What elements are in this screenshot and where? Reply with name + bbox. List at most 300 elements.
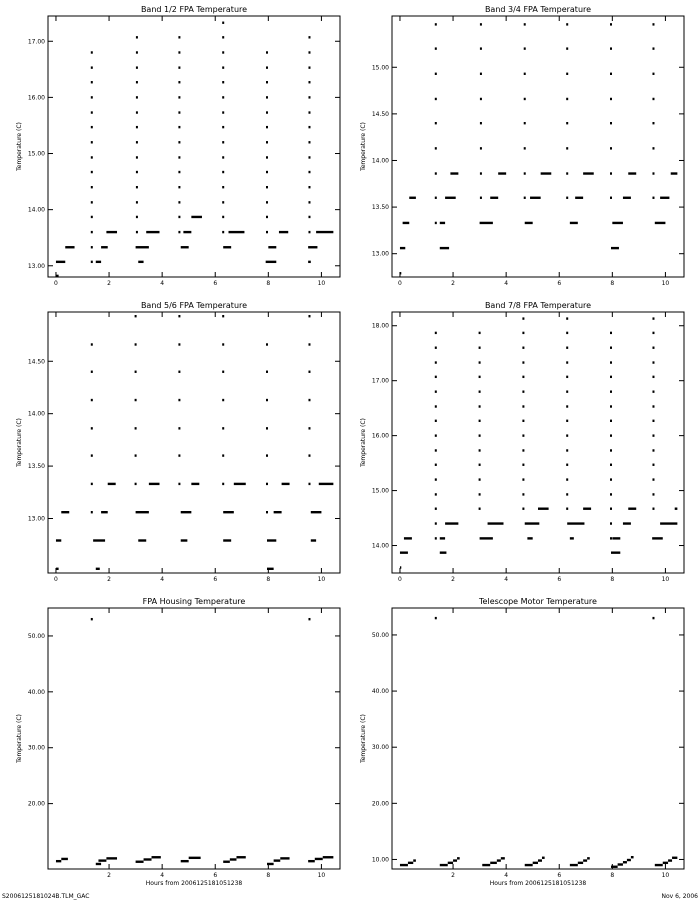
data-point bbox=[266, 399, 268, 401]
data-point bbox=[566, 332, 568, 334]
data-point bbox=[308, 81, 310, 83]
data-point bbox=[91, 511, 93, 513]
y-tick-label: 14.00 bbox=[27, 410, 45, 418]
data-point bbox=[566, 493, 568, 495]
data-point bbox=[266, 141, 268, 143]
y-tick-label: 15.00 bbox=[371, 487, 389, 495]
data-point bbox=[222, 483, 224, 485]
y-tick-label: 13.50 bbox=[27, 463, 45, 471]
x-tick-label: 8 bbox=[610, 576, 615, 583]
data-point bbox=[480, 122, 482, 124]
x-tick-label: 8 bbox=[266, 872, 271, 879]
data-point bbox=[266, 111, 268, 113]
data-point bbox=[652, 147, 654, 149]
data-point bbox=[610, 73, 612, 75]
data-point bbox=[610, 332, 612, 334]
data-point bbox=[610, 361, 612, 363]
data-point bbox=[479, 434, 481, 436]
data-point bbox=[266, 201, 268, 203]
x-tick-label: 10 bbox=[661, 576, 670, 583]
data-point bbox=[566, 73, 568, 75]
data-point bbox=[136, 141, 138, 143]
data-point bbox=[652, 172, 654, 174]
x-tick-label: 10 bbox=[317, 576, 326, 583]
data-point bbox=[178, 343, 180, 345]
plot-frame bbox=[48, 312, 340, 573]
x-tick-label: 0 bbox=[54, 280, 58, 287]
chart-title: Telescope Motor Temperature bbox=[479, 597, 597, 606]
x-tick-label: 4 bbox=[504, 872, 509, 879]
data-point bbox=[91, 51, 93, 53]
data-point bbox=[566, 390, 568, 392]
data-point bbox=[136, 231, 138, 233]
data-point bbox=[178, 399, 180, 401]
y-tick-label: 13.00 bbox=[27, 515, 45, 523]
data-point bbox=[222, 141, 224, 143]
y-axis-label: Temperature (C) bbox=[16, 714, 23, 763]
data-point bbox=[480, 172, 482, 174]
x-tick-label: 10 bbox=[317, 872, 326, 879]
chart-panel-5 bbox=[16, 597, 340, 887]
data-point bbox=[222, 427, 224, 429]
data-point bbox=[178, 141, 180, 143]
y-tick-label: 14.00 bbox=[371, 157, 389, 165]
data-point bbox=[135, 371, 137, 373]
data-point bbox=[479, 508, 481, 510]
x-tick-label: 6 bbox=[213, 576, 218, 583]
data-point bbox=[222, 171, 224, 173]
data-point bbox=[222, 96, 224, 98]
data-point bbox=[480, 98, 482, 100]
data-point bbox=[479, 478, 481, 480]
data-point bbox=[308, 618, 310, 620]
data-point bbox=[178, 96, 180, 98]
data-point bbox=[435, 197, 437, 199]
data-point bbox=[566, 147, 568, 149]
y-tick-label: 40.00 bbox=[371, 688, 389, 696]
data-point bbox=[222, 66, 224, 68]
data-point bbox=[652, 98, 654, 100]
data-point bbox=[91, 427, 93, 429]
data-point bbox=[136, 126, 138, 128]
data-point bbox=[178, 231, 180, 233]
data-point bbox=[178, 156, 180, 158]
y-tick-label: 14.00 bbox=[371, 542, 389, 550]
x-tick-label: 4 bbox=[160, 872, 165, 879]
x-axis-label: Hours from 2006125181051238 bbox=[145, 880, 243, 887]
data-point bbox=[566, 361, 568, 363]
data-point bbox=[435, 376, 437, 378]
x-tick-label: 6 bbox=[213, 280, 218, 287]
data-point bbox=[435, 23, 437, 25]
data-point bbox=[652, 317, 654, 319]
data-point bbox=[222, 36, 224, 38]
data-point bbox=[479, 464, 481, 466]
data-point bbox=[435, 508, 437, 510]
y-tick-label: 15.00 bbox=[27, 150, 45, 158]
data-point bbox=[308, 36, 310, 38]
data-point bbox=[522, 332, 524, 334]
data-point bbox=[479, 347, 481, 349]
x-tick-label: 4 bbox=[504, 576, 509, 583]
data-point bbox=[135, 454, 137, 456]
data-point bbox=[136, 171, 138, 173]
data-point bbox=[136, 81, 138, 83]
data-point bbox=[566, 508, 568, 510]
data-point bbox=[435, 361, 437, 363]
data-point bbox=[222, 315, 224, 317]
data-point bbox=[91, 201, 93, 203]
data-point bbox=[135, 315, 137, 317]
footer-date: Nov 6, 2006 bbox=[661, 893, 698, 900]
x-tick-label: 8 bbox=[610, 280, 615, 287]
data-point bbox=[308, 111, 310, 113]
data-point bbox=[435, 617, 437, 619]
data-point bbox=[136, 186, 138, 188]
x-tick-label: 0 bbox=[398, 280, 402, 287]
data-point bbox=[566, 464, 568, 466]
data-point bbox=[435, 347, 437, 349]
data-point bbox=[91, 216, 93, 218]
data-point bbox=[308, 231, 310, 233]
data-point bbox=[524, 23, 526, 25]
data-point bbox=[91, 96, 93, 98]
data-point bbox=[91, 454, 93, 456]
x-tick-label: 6 bbox=[557, 576, 562, 583]
data-point bbox=[566, 47, 568, 49]
data-point bbox=[652, 449, 654, 451]
data-point bbox=[222, 399, 224, 401]
data-point bbox=[308, 126, 310, 128]
y-tick-label: 14.00 bbox=[27, 206, 45, 214]
chart-panel-6 bbox=[360, 597, 684, 887]
data-point bbox=[435, 390, 437, 392]
y-tick-label: 15.00 bbox=[371, 64, 389, 72]
data-point bbox=[652, 390, 654, 392]
data-point bbox=[91, 111, 93, 113]
x-tick-label: 2 bbox=[107, 872, 111, 879]
data-point bbox=[178, 36, 180, 38]
y-tick-label: 16.00 bbox=[27, 94, 45, 102]
data-point bbox=[222, 371, 224, 373]
plot-frame bbox=[392, 16, 684, 277]
y-axis-label: Temperature (C) bbox=[360, 418, 367, 467]
data-point bbox=[136, 36, 138, 38]
data-point bbox=[566, 420, 568, 422]
data-point bbox=[308, 454, 310, 456]
data-point bbox=[222, 343, 224, 345]
chart-title: Band 5/6 FPA Temperature bbox=[140, 301, 248, 310]
data-point bbox=[652, 508, 654, 510]
data-point bbox=[266, 66, 268, 68]
data-point bbox=[522, 376, 524, 378]
y-tick-label: 40.00 bbox=[27, 688, 45, 696]
data-point bbox=[610, 347, 612, 349]
data-point bbox=[652, 478, 654, 480]
data-point bbox=[135, 427, 137, 429]
plot-frame bbox=[48, 16, 340, 277]
y-tick-label: 13.50 bbox=[371, 204, 389, 212]
data-point bbox=[610, 464, 612, 466]
x-tick-label: 4 bbox=[160, 280, 165, 287]
data-point bbox=[480, 23, 482, 25]
data-point bbox=[178, 66, 180, 68]
x-tick-label: 10 bbox=[661, 872, 670, 879]
data-point bbox=[435, 98, 437, 100]
data-point bbox=[610, 405, 612, 407]
data-point bbox=[178, 201, 180, 203]
data-point bbox=[524, 73, 526, 75]
data-point bbox=[610, 478, 612, 480]
data-point bbox=[266, 231, 268, 233]
data-point bbox=[610, 449, 612, 451]
data-point bbox=[652, 347, 654, 349]
data-point bbox=[610, 122, 612, 124]
data-point bbox=[566, 405, 568, 407]
plot-frame bbox=[392, 312, 684, 573]
data-point bbox=[522, 361, 524, 363]
chart-title: Band 7/8 FPA Temperature bbox=[484, 301, 592, 310]
y-tick-label: 30.00 bbox=[371, 744, 389, 752]
y-tick-label: 10.00 bbox=[371, 856, 389, 864]
x-tick-label: 6 bbox=[213, 872, 218, 879]
data-point bbox=[266, 81, 268, 83]
data-point bbox=[135, 343, 137, 345]
data-point bbox=[136, 216, 138, 218]
data-point bbox=[266, 126, 268, 128]
data-point bbox=[308, 399, 310, 401]
data-point bbox=[308, 201, 310, 203]
data-point bbox=[136, 66, 138, 68]
y-tick-label: 17.00 bbox=[27, 38, 45, 46]
data-point bbox=[178, 171, 180, 173]
x-tick-label: 2 bbox=[451, 280, 455, 287]
data-point bbox=[652, 405, 654, 407]
data-point bbox=[610, 493, 612, 495]
data-point bbox=[566, 376, 568, 378]
data-point bbox=[610, 537, 612, 539]
data-point bbox=[610, 420, 612, 422]
data-point bbox=[91, 246, 93, 248]
data-point bbox=[524, 172, 526, 174]
y-tick-label: 50.00 bbox=[371, 631, 389, 639]
y-tick-label: 13.00 bbox=[27, 262, 45, 270]
chart-panel-2 bbox=[360, 5, 684, 287]
data-point bbox=[652, 197, 654, 199]
data-point bbox=[178, 126, 180, 128]
data-point bbox=[435, 522, 437, 524]
y-axis-label: Temperature (C) bbox=[360, 714, 367, 763]
data-point bbox=[91, 231, 93, 233]
data-point bbox=[136, 201, 138, 203]
data-point bbox=[308, 186, 310, 188]
data-point bbox=[91, 399, 93, 401]
data-point bbox=[178, 216, 180, 218]
data-point bbox=[652, 47, 654, 49]
data-point bbox=[435, 449, 437, 451]
data-point bbox=[566, 478, 568, 480]
data-point bbox=[178, 483, 180, 485]
data-point bbox=[522, 317, 524, 319]
x-tick-label: 2 bbox=[451, 576, 455, 583]
data-point bbox=[435, 332, 437, 334]
x-tick-label: 8 bbox=[266, 576, 271, 583]
data-point bbox=[610, 172, 612, 174]
chart-panel-3 bbox=[16, 301, 340, 583]
data-point bbox=[136, 96, 138, 98]
data-point bbox=[136, 156, 138, 158]
chart-panel-4 bbox=[360, 301, 684, 583]
data-point bbox=[266, 96, 268, 98]
data-point bbox=[610, 390, 612, 392]
x-axis-label: Hours from 2006125181051238 bbox=[489, 880, 587, 887]
data-point bbox=[91, 141, 93, 143]
data-point bbox=[522, 405, 524, 407]
data-point bbox=[178, 111, 180, 113]
data-point bbox=[652, 376, 654, 378]
x-tick-label: 8 bbox=[266, 280, 271, 287]
data-point bbox=[308, 141, 310, 143]
data-point bbox=[178, 315, 180, 317]
data-point bbox=[566, 172, 568, 174]
data-point bbox=[435, 478, 437, 480]
data-point bbox=[435, 405, 437, 407]
data-point bbox=[652, 420, 654, 422]
data-point bbox=[266, 483, 268, 485]
x-tick-label: 10 bbox=[661, 280, 670, 287]
data-point bbox=[266, 427, 268, 429]
data-point bbox=[266, 511, 268, 513]
chart-title: Band 1/2 FPA Temperature bbox=[140, 5, 248, 14]
data-point bbox=[566, 317, 568, 319]
y-tick-label: 30.00 bbox=[27, 744, 45, 752]
data-point bbox=[435, 420, 437, 422]
data-point bbox=[91, 171, 93, 173]
y-tick-label: 14.50 bbox=[27, 358, 45, 366]
data-point bbox=[308, 371, 310, 373]
y-tick-label: 16.00 bbox=[371, 432, 389, 440]
data-point bbox=[435, 122, 437, 124]
data-point bbox=[522, 464, 524, 466]
data-point bbox=[308, 343, 310, 345]
data-point bbox=[479, 420, 481, 422]
data-point bbox=[222, 111, 224, 113]
data-point bbox=[524, 122, 526, 124]
data-point bbox=[610, 508, 612, 510]
x-tick-label: 6 bbox=[557, 280, 562, 287]
data-point bbox=[610, 522, 612, 524]
x-tick-label: 6 bbox=[557, 872, 562, 879]
data-point bbox=[435, 172, 437, 174]
data-point bbox=[652, 493, 654, 495]
data-point bbox=[91, 156, 93, 158]
data-point bbox=[435, 222, 437, 224]
y-axis-label: Temperature (C) bbox=[360, 122, 367, 171]
data-point bbox=[652, 332, 654, 334]
data-point bbox=[266, 343, 268, 345]
y-axis-label: Temperature (C) bbox=[16, 418, 23, 467]
data-point bbox=[479, 493, 481, 495]
data-point bbox=[479, 390, 481, 392]
data-point bbox=[178, 186, 180, 188]
data-point bbox=[610, 434, 612, 436]
y-tick-label: 13.00 bbox=[371, 250, 389, 258]
data-point bbox=[566, 197, 568, 199]
data-point bbox=[91, 483, 93, 485]
data-point bbox=[266, 186, 268, 188]
data-point bbox=[266, 371, 268, 373]
data-point bbox=[479, 376, 481, 378]
data-point bbox=[91, 343, 93, 345]
data-point bbox=[308, 96, 310, 98]
data-point bbox=[136, 51, 138, 53]
chart-title: FPA Housing Temperature bbox=[142, 597, 246, 606]
data-point bbox=[135, 483, 137, 485]
data-point bbox=[136, 111, 138, 113]
data-point bbox=[566, 347, 568, 349]
data-point bbox=[435, 537, 437, 539]
data-point bbox=[222, 201, 224, 203]
data-point bbox=[522, 449, 524, 451]
data-point bbox=[91, 618, 93, 620]
data-point bbox=[652, 23, 654, 25]
data-point bbox=[522, 434, 524, 436]
data-point bbox=[91, 66, 93, 68]
data-point bbox=[266, 51, 268, 53]
data-point bbox=[308, 156, 310, 158]
data-point bbox=[266, 171, 268, 173]
x-tick-label: 0 bbox=[398, 576, 402, 583]
y-tick-label: 20.00 bbox=[27, 800, 45, 808]
data-point bbox=[178, 454, 180, 456]
y-axis-label: Temperature (C) bbox=[16, 122, 23, 171]
data-point bbox=[610, 376, 612, 378]
data-point bbox=[308, 171, 310, 173]
data-point bbox=[524, 98, 526, 100]
data-point bbox=[480, 73, 482, 75]
data-point bbox=[178, 51, 180, 53]
data-point bbox=[222, 126, 224, 128]
x-tick-label: 2 bbox=[107, 576, 111, 583]
data-point bbox=[435, 73, 437, 75]
data-point bbox=[178, 81, 180, 83]
x-tick-label: 10 bbox=[317, 280, 326, 287]
data-point bbox=[480, 147, 482, 149]
data-point bbox=[308, 427, 310, 429]
data-point bbox=[178, 427, 180, 429]
data-point bbox=[524, 147, 526, 149]
data-point bbox=[652, 361, 654, 363]
data-point bbox=[652, 122, 654, 124]
y-tick-label: 50.00 bbox=[27, 632, 45, 640]
data-point bbox=[266, 454, 268, 456]
data-point bbox=[480, 47, 482, 49]
data-point bbox=[222, 216, 224, 218]
data-point bbox=[435, 434, 437, 436]
data-point bbox=[524, 47, 526, 49]
y-tick-label: 14.50 bbox=[371, 110, 389, 118]
data-point bbox=[222, 186, 224, 188]
y-tick-label: 18.00 bbox=[371, 322, 389, 330]
data-point bbox=[524, 197, 526, 199]
data-point bbox=[652, 434, 654, 436]
y-tick-label: 20.00 bbox=[371, 800, 389, 808]
y-tick-label: 17.00 bbox=[371, 377, 389, 385]
data-point bbox=[91, 261, 93, 263]
x-tick-label: 0 bbox=[54, 576, 58, 583]
data-point bbox=[266, 156, 268, 158]
data-point bbox=[308, 66, 310, 68]
